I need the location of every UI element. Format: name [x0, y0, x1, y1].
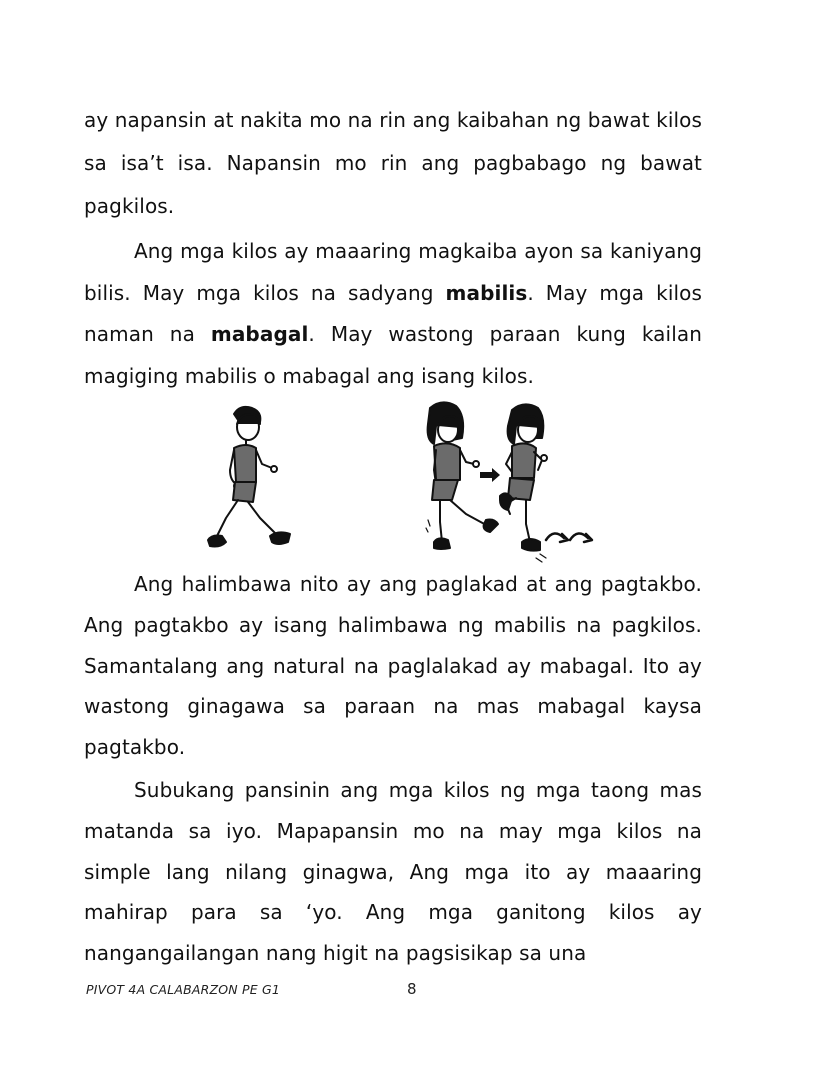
walking-boy-figure	[208, 407, 290, 547]
paragraph-4: Subukang pansinin ang mga kilos ng mga taong mas matanda sa iyo. Mapapansin mo na may mga kilos na simple lang nilang ginagwa, Ang mga ito ay maaaring mahirap para sa ‘yo. Ang mga ganitong kilos ay nangangailangan nang higit na pagsisikap sa una	[84, 778, 702, 966]
paragraph-speed	[84, 231, 702, 398]
paragraph-2-text-a: Ang mga kilos ay maaaring magkaiba ayon sa kaniyang bilis. May mga kilos na sadyang	[84, 239, 702, 305]
paragraph-2	[84, 231, 702, 398]
arrow-icon	[480, 468, 500, 482]
paragraph-2-text-b: . May mga kilos naman na	[84, 280, 702, 347]
footer-module-label: PIVOT 4A CALABARZON PE G1	[86, 982, 281, 997]
paragraph-2-text-c: . May wastong paraan kung kailan magiging mabilis o mabagal ang isang kilos.	[84, 322, 702, 389]
page-number: 8	[407, 980, 417, 998]
bold-word-mabilis: mabilis	[445, 280, 528, 305]
bold-word-mabagal: mabagal	[210, 322, 309, 347]
paragraph-3: Ang halimbawa nito ay ang paglakad at ang pagtakbo. Ang pagtakbo ay isang halimbawa ng mabilis na pagkilos. Samantalang ang natural na paglalakad ay mabagal. Ito ay wastong ginagawa sa paraan na mas mabagal kaysa pagtakbo.	[84, 572, 702, 760]
paragraph-top	[84, 99, 702, 228]
paragraph-observe	[84, 770, 702, 974]
paragraph-example	[84, 564, 702, 768]
walking-running-illustration	[190, 400, 620, 565]
running-girl-figure	[500, 404, 592, 562]
paragraph-1: ay napansin at nakita mo na rin ang kaibahan ng bawat kilos sa isa’t isa. Napansin mo rin ang pagbabago ng bawat pagkilos.	[84, 108, 702, 218]
